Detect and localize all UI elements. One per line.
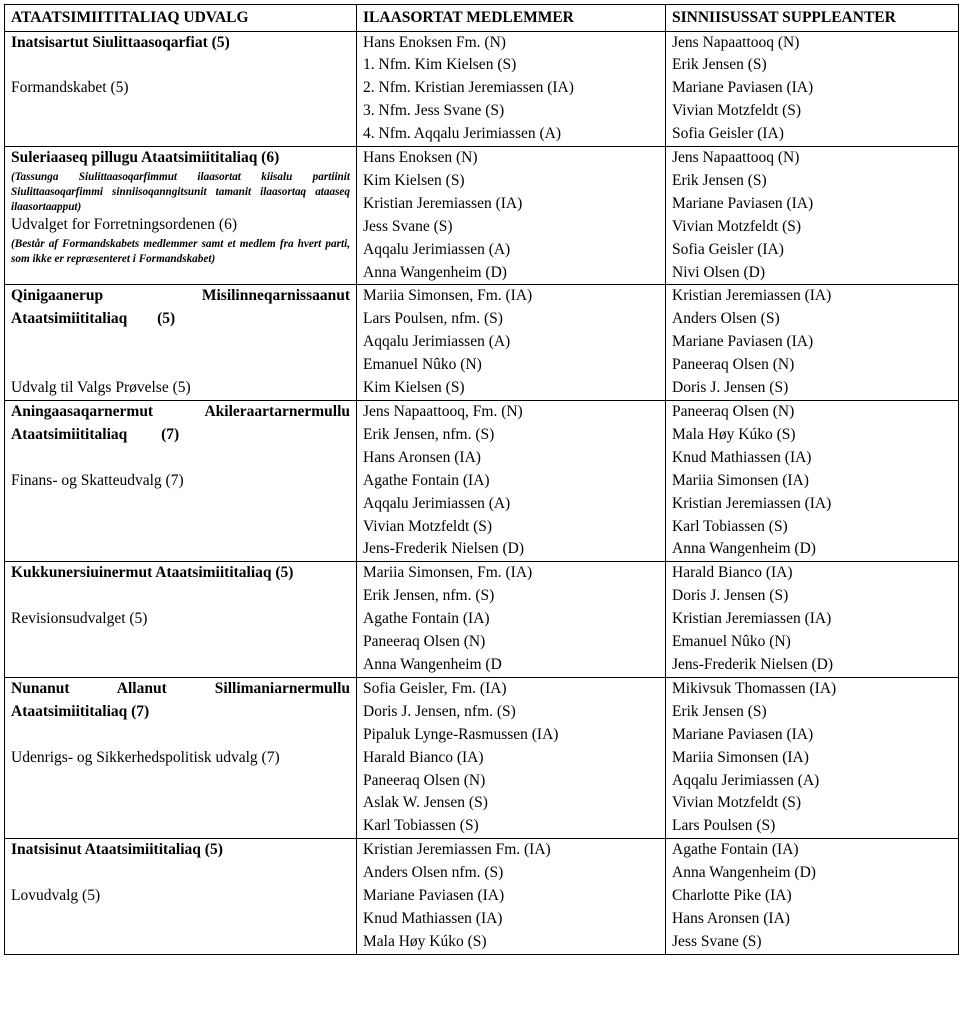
substitute-name: Vivian Motzfeldt (S)	[672, 217, 802, 235]
substitute-name: Mariane Paviasen (IA)	[672, 725, 814, 743]
header-members: ILAASORTAT MEDLEMMER	[357, 5, 666, 32]
member-name: 1. Nfm. Kim Kielsen (S)	[363, 56, 517, 74]
committee-name-kl: Kukkunersiuinermut Ataatsimiititaliaq (5)	[11, 564, 294, 582]
member-name: Anna Wangenheim (D	[363, 655, 502, 673]
member-name: Jens-Frederik Nielsen (D)	[363, 540, 524, 558]
member-name: Harald Bianco (IA)	[363, 748, 484, 766]
committee-table	[4, 4, 959, 955]
member-name: Hans Enoksen (N)	[363, 149, 478, 167]
committee-row	[5, 31, 959, 147]
members-cell	[357, 147, 666, 285]
member-name: Paneeraq Olsen (N)	[363, 771, 486, 789]
member-name: Jess Svane (S)	[363, 217, 453, 235]
member-name: Knud Mathiassen (IA)	[363, 909, 503, 927]
substitute-name: Anders Olsen (S)	[672, 310, 780, 328]
member-name: Mariane Paviasen (IA)	[363, 887, 505, 905]
member-name: Anna Wangenheim (D)	[363, 263, 507, 281]
substitute-name: Paneeraq Olsen (N)	[672, 356, 795, 374]
substitute-name: Mikivsuk Thomassen (IA)	[672, 679, 837, 697]
substitutes-cell	[666, 677, 959, 838]
substitute-name: Charlotte Pike (IA)	[672, 887, 792, 905]
substitute-name: Kristian Jeremiassen (IA)	[672, 610, 832, 628]
committee-name-da: Udvalg til Valgs Prøvelse (5)	[11, 379, 191, 397]
committee-name-kl: Suleriaaseq pillugu Ataatsimiititaliaq (6)	[11, 149, 280, 167]
member-name: Lars Poulsen, nfm. (S)	[363, 310, 503, 328]
member-name: Aqqalu Jerimiassen (A)	[363, 494, 511, 512]
member-name: Paneeraq Olsen (N)	[363, 633, 486, 651]
committee-name-cell	[5, 31, 357, 147]
members-cell	[357, 677, 666, 838]
committee-row	[5, 285, 959, 401]
committee-name-da: Formandskabet (5)	[11, 79, 129, 97]
member-name: Kim Kielsen (S)	[363, 379, 465, 397]
committee-name-da: Udvalget for Forretningsordenen (6)	[11, 216, 237, 234]
committee-name-cell	[5, 401, 357, 562]
committee-name-cell	[5, 147, 357, 285]
substitute-name: Anna Wangenheim (D)	[672, 540, 816, 558]
substitute-name: Hans Aronsen (IA)	[672, 909, 790, 927]
member-name: Agathe Fontain (IA)	[363, 471, 490, 489]
members-cell	[357, 285, 666, 401]
committee-note-da: (Består af Formandskabets medlemmer samt et medlem fra hvert parti, som ikke er repræsenteret i Formandskabet)	[11, 238, 350, 266]
members-cell	[357, 562, 666, 678]
members-cell	[357, 31, 666, 147]
committee-row	[5, 839, 959, 955]
substitute-name: Jens Napaattooq (N)	[672, 33, 800, 51]
member-name: Kristian Jeremiassen (IA)	[363, 194, 523, 212]
substitute-name: Erik Jensen (S)	[672, 702, 767, 720]
member-name: 4. Nfm. Aqqalu Jerimiassen (A)	[363, 125, 562, 143]
committee-name-kl: Nunanut Allanut Sillimaniarnermullu Ataatsimiititaliaq (7)	[11, 679, 350, 720]
substitute-name: Sofia Geisler (IA)	[672, 125, 784, 143]
substitutes-cell	[666, 839, 959, 955]
substitute-name: Paneeraq Olsen (N)	[672, 403, 795, 420]
substitute-name: Knud Mathiassen (IA)	[672, 448, 812, 466]
member-name: Kim Kielsen (S)	[363, 171, 465, 189]
member-name: Mariia Simonsen, Fm. (IA)	[363, 564, 533, 582]
committee-row	[5, 147, 959, 285]
substitute-name: Karl Tobiassen (S)	[672, 517, 788, 535]
substitute-name: Erik Jensen (S)	[672, 56, 767, 74]
substitute-name: Lars Poulsen (S)	[672, 817, 776, 835]
committee-name-cell	[5, 839, 357, 955]
committee-name-da: Finans- og Skatteudvalg (7)	[11, 471, 184, 489]
committee-name-da: Udenrigs- og Sikkerhedspolitisk udvalg (7)	[11, 748, 280, 766]
member-name: Anders Olsen nfm. (S)	[363, 864, 504, 882]
member-name: Sofia Geisler, Fm. (IA)	[363, 679, 507, 697]
member-name: Mariia Simonsen, Fm. (IA)	[363, 287, 533, 305]
member-name: Doris J. Jensen, nfm. (S)	[363, 702, 516, 720]
substitute-name: Mariane Paviasen (IA)	[672, 194, 814, 212]
spacer	[11, 447, 350, 470]
substitute-name: Mariia Simonsen (IA)	[672, 748, 809, 766]
member-name: Aslak W. Jensen (S)	[363, 794, 488, 812]
substitute-name: Aqqalu Jerimiassen (A)	[672, 771, 820, 789]
substitutes-cell	[666, 285, 959, 401]
member-name: Erik Jensen, nfm. (S)	[363, 587, 495, 605]
substitute-name: Mala Høy Kúko (S)	[672, 425, 796, 443]
spacer	[11, 724, 350, 747]
substitute-name: Vivian Motzfeldt (S)	[672, 794, 802, 812]
substitute-name: Erik Jensen (S)	[672, 171, 767, 189]
substitute-name: Kristian Jeremiassen (IA)	[672, 287, 832, 305]
spacer	[11, 585, 350, 608]
member-name: Kristian Jeremiassen Fm. (IA)	[363, 841, 551, 859]
substitute-name: Jess Svane (S)	[672, 932, 762, 950]
member-name: Hans Aronsen (IA)	[363, 448, 481, 466]
substitutes-cell	[666, 401, 959, 562]
spacer	[11, 331, 350, 354]
substitute-name: Jens-Frederik Nielsen (D)	[672, 655, 833, 673]
member-name: 3. Nfm. Jess Svane (S)	[363, 102, 505, 120]
spacer	[11, 354, 350, 377]
member-name: Mala Høy Kúko (S)	[363, 932, 487, 950]
committee-name-da: Revisionsudvalget (5)	[11, 610, 148, 628]
header-row	[5, 5, 959, 32]
member-name: Vivian Motzfeldt (S)	[363, 517, 493, 535]
committee-name-cell	[5, 562, 357, 678]
substitute-name: Kristian Jeremiassen (IA)	[672, 494, 832, 512]
substitute-name: Vivian Motzfeldt (S)	[672, 102, 802, 120]
committee-name-kl: Aningaasaqarnermut Akileraartarnermullu Ataatsimiititaliaq (7)	[11, 403, 350, 443]
committee-name-kl: Qinigaanerup Misilinneqarnissaanut Ataatsimiititaliaq (5)	[11, 287, 350, 328]
header-substitutes: SINNIISUSSAT SUPPLEANTER	[666, 5, 959, 32]
spacer	[11, 54, 350, 77]
substitutes-cell	[666, 31, 959, 147]
substitute-name: Anna Wangenheim (D)	[672, 864, 816, 882]
substitute-name: Nivi Olsen (D)	[672, 263, 765, 281]
substitute-name: Mariane Paviasen (IA)	[672, 79, 814, 97]
substitute-name: Harald Bianco (IA)	[672, 564, 793, 582]
member-name: 2. Nfm. Kristian Jeremiassen (IA)	[363, 79, 574, 97]
member-name: Aqqalu Jerimiassen (A)	[363, 240, 511, 258]
spacer	[11, 862, 350, 885]
member-name: Karl Tobiassen (S)	[363, 817, 479, 835]
committee-row	[5, 401, 959, 562]
members-cell	[357, 839, 666, 955]
committee-name-da: Lovudvalg (5)	[11, 887, 101, 905]
committee-name-kl: Inatsisartut Siulittaasoqarfiat (5)	[11, 33, 230, 51]
member-name: Emanuel Nûko (N)	[363, 356, 482, 374]
member-name: Erik Jensen, nfm. (S)	[363, 425, 495, 443]
substitute-name: Emanuel Nûko (N)	[672, 633, 791, 651]
member-name: Pipaluk Lynge-Rasmussen (IA)	[363, 725, 559, 743]
member-name: Hans Enoksen Fm. (N)	[363, 33, 506, 51]
substitute-name: Agathe Fontain (IA)	[672, 841, 799, 859]
substitute-name: Mariia Simonsen (IA)	[672, 471, 809, 489]
member-name: Jens Napaattooq, Fm. (N)	[363, 403, 523, 420]
substitute-name: Doris J. Jensen (S)	[672, 379, 789, 397]
committee-name-cell	[5, 285, 357, 401]
substitute-name: Jens Napaattooq (N)	[672, 149, 800, 167]
member-name: Aqqalu Jerimiassen (A)	[363, 333, 511, 351]
committee-name-kl: Inatsisinut Ataatsimiititaliaq (5)	[11, 841, 223, 859]
header-committee: ATAATSIMIITITALIAQ UDVALG	[5, 5, 357, 32]
members-cell	[357, 401, 666, 562]
committee-name-cell	[5, 677, 357, 838]
committee-row	[5, 562, 959, 678]
substitute-name: Doris J. Jensen (S)	[672, 587, 789, 605]
substitute-name: Sofia Geisler (IA)	[672, 240, 784, 258]
member-name: Agathe Fontain (IA)	[363, 610, 490, 628]
substitutes-cell	[666, 562, 959, 678]
substitute-name: Mariane Paviasen (IA)	[672, 333, 814, 351]
committee-note-kl: (Tassunga Siulittaasoqarfimmut ilaasortat kiisalu partiinit Siulittaasoqarfimmi sinniisoqanngitsunit tamanit ilaasortaq ataaseq ilaasortaapput)	[11, 170, 350, 213]
committee-row	[5, 677, 959, 838]
substitutes-cell	[666, 147, 959, 285]
